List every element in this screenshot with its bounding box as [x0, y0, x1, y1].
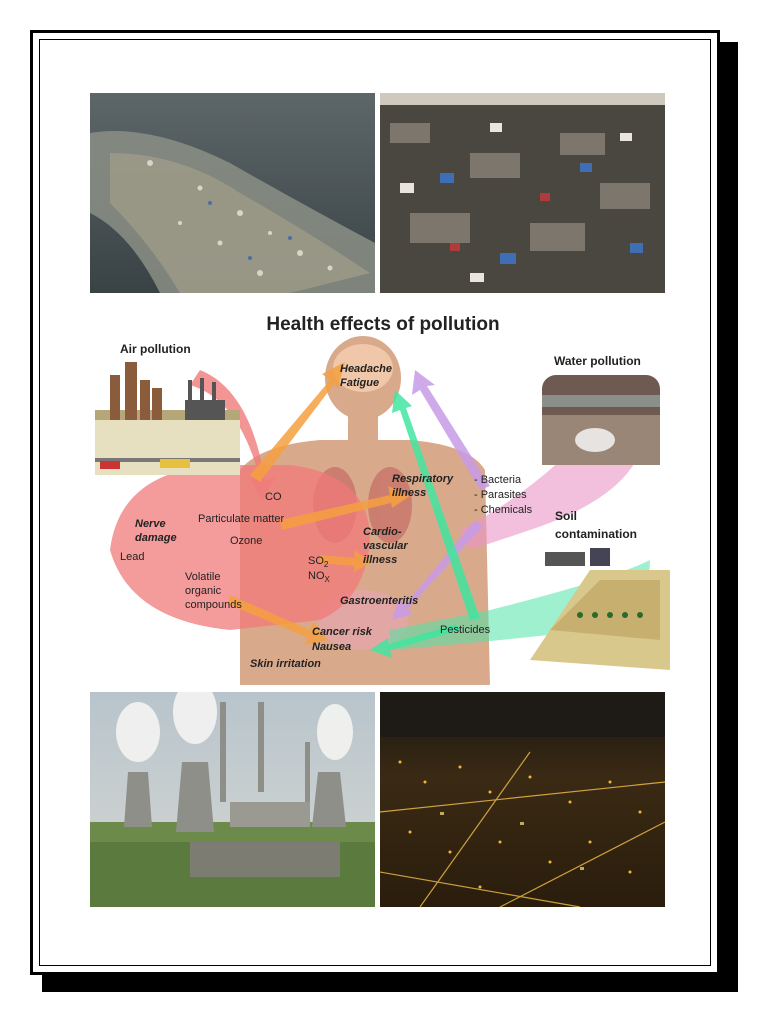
- nausea-label: Nausea: [312, 641, 352, 653]
- gastroenteritis-label: Gastroenteritis: [340, 595, 419, 607]
- respiratory-illness-label-line2: illness: [392, 487, 427, 499]
- diagram-title: Health effects of pollution: [266, 314, 500, 335]
- nerve-damage-label-line2: damage: [135, 532, 177, 544]
- lead-label: Lead: [120, 551, 145, 563]
- ozone-label: Ozone: [230, 535, 263, 547]
- so2-label: $SO_2$: [308, 555, 329, 569]
- photo-city-night: [380, 692, 665, 907]
- air-pollution-city-illustration: [95, 362, 240, 475]
- chemicals-label: - Chemicals: [474, 504, 533, 516]
- soil-label-line2: contamination: [555, 527, 638, 541]
- voc-label-line1: Volatile: [185, 571, 221, 583]
- skin-irritation-label: Skin irritation: [250, 658, 321, 670]
- voc-label-line2: organic: [185, 585, 222, 597]
- fatigue-label: Fatigue: [340, 377, 380, 389]
- nox-label: $NO_X$: [308, 570, 330, 584]
- health-effects-diagram: [90, 300, 676, 685]
- soil-label-line1: Soil: [555, 509, 578, 523]
- co-label: CO: [265, 491, 282, 503]
- water-pollution-photo: [542, 375, 660, 465]
- bacteria-label: - Bacteria: [474, 474, 522, 486]
- cardiovascular-illness-label-line3: illness: [363, 554, 398, 566]
- headache-label: Headache: [340, 363, 392, 375]
- cardiovascular-illness-label-line1: Cardio-: [363, 526, 402, 538]
- photo-ocean-trash: [90, 93, 375, 293]
- cancer-risk-label: Cancer risk: [312, 626, 372, 638]
- cardiovascular-illness-label-line2: vascular: [363, 540, 408, 552]
- nerve-damage-label-line1: Nerve: [135, 518, 166, 530]
- photo-landfill: [380, 93, 665, 293]
- particulate-matter-label: Particulate matter: [198, 513, 285, 525]
- air-pollution-label: Air pollution: [120, 342, 191, 356]
- pesticides-label: Pesticides: [440, 624, 491, 636]
- respiratory-illness-label-line1: Respiratory: [392, 473, 454, 485]
- parasites-label: - Parasites: [474, 489, 527, 501]
- water-pollution-label: Water pollution: [554, 354, 641, 368]
- voc-label-line3: compounds: [185, 599, 242, 611]
- photo-power-plant: [90, 692, 375, 907]
